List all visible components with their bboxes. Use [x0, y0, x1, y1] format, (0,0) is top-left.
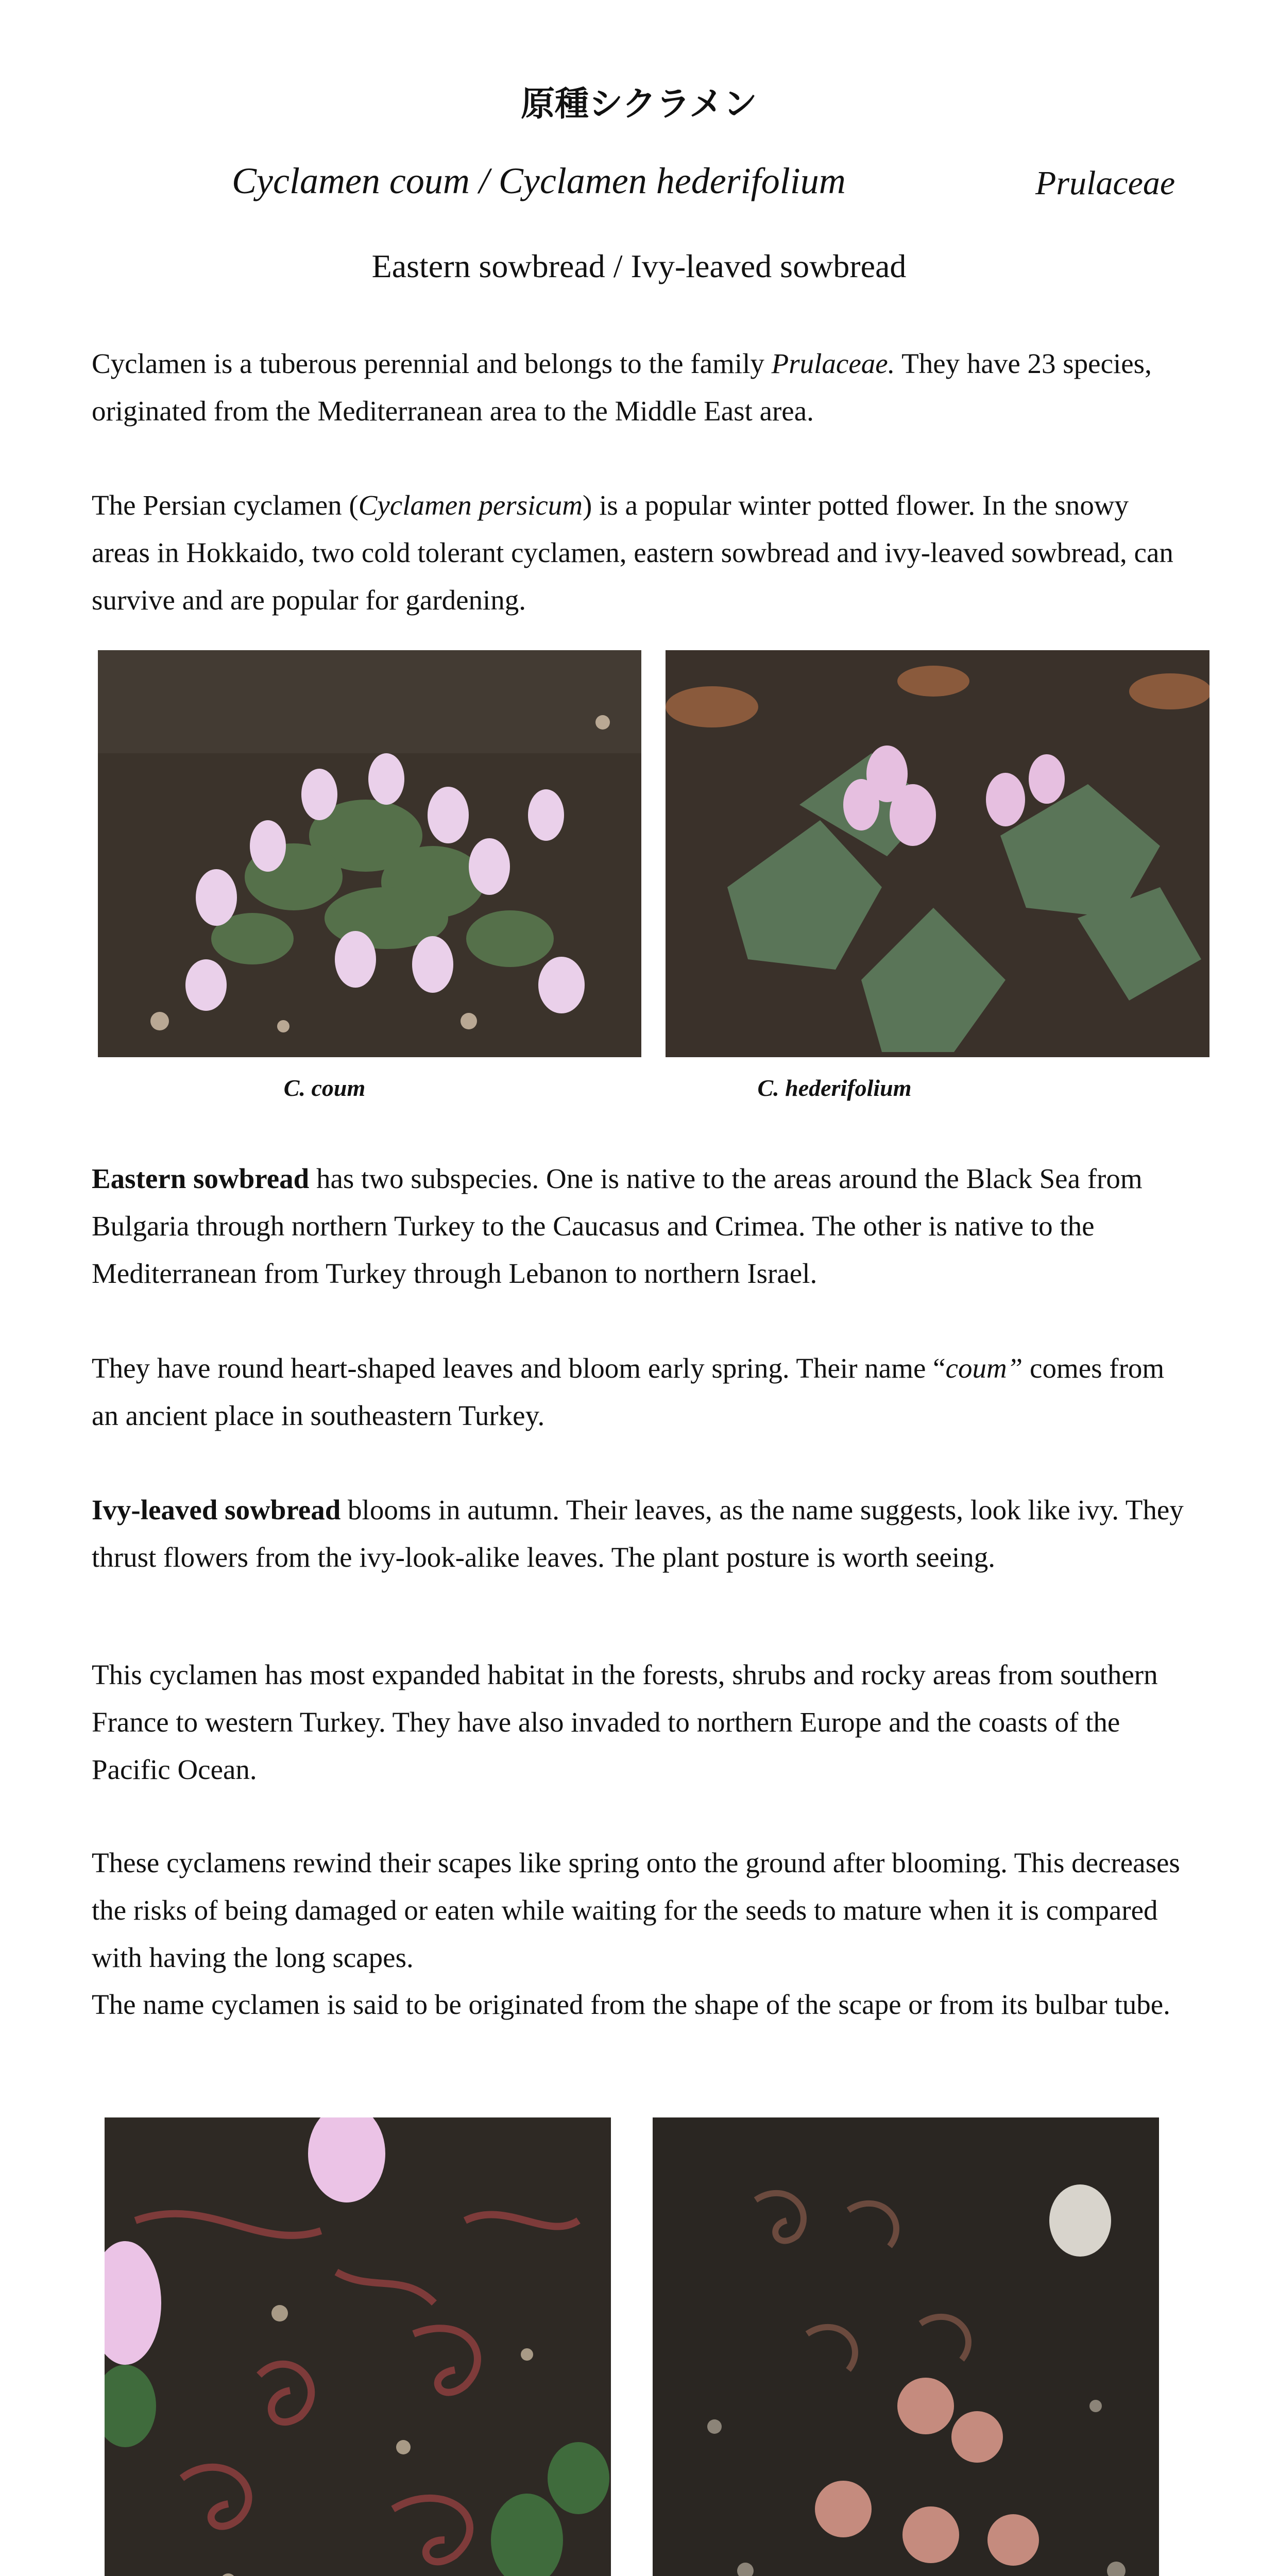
- hederifolium-paragraph-1: [92, 1486, 1189, 1581]
- page-title-japanese: 原種シクラメン: [521, 84, 757, 124]
- hederifolium-name-bold: Ivy-leaved sowbread: [92, 1494, 341, 1526]
- photo-cyclamen-hederifolium-image: [666, 650, 1209, 1057]
- photo-matured-fruits-image: [653, 2117, 1159, 2576]
- photo-rewinding-scapes-image: [105, 2117, 611, 2576]
- photo-rewinding-scapes: [105, 2117, 611, 2576]
- scapes-paragraph-2: The name cyclamen is said to be originated from the shape of the scape or from its bulbar tube.: [92, 1989, 1170, 2020]
- coum-paragraph-1: [92, 1155, 1189, 1297]
- photo-cyclamen-coum: [98, 650, 641, 1057]
- coum-name-bold: Eastern sowbread: [92, 1163, 310, 1194]
- intro-paragraph-1: [92, 340, 1189, 435]
- species-italic: Cyclamen persicum: [358, 489, 583, 521]
- hederifolium-text: blooms in autumn. Their leaves, as the name suggests, look like ivy. They thrust flowers from the ivy-look-alike leaves. The plant posture is worth seeing.: [92, 1494, 1184, 1573]
- family-name: Prulaceae: [1035, 164, 1175, 202]
- photo-cyclamen-hederifolium: [666, 650, 1209, 1057]
- photo-matured-fruits: [653, 2117, 1159, 2576]
- page-title-latin: Cyclamen coum / Cyclamen hederifolium: [232, 160, 846, 201]
- coum-text: They have round heart-shaped leaves and bloom early spring. Their name “: [92, 1352, 946, 1384]
- intro-paragraph-2: [92, 482, 1189, 624]
- coum-text: has two subspecies. One is native to the areas around the Black Sea from Bulgaria through northern Turkey to the Caucasus and Crimea. The other is native to the Mediterranean from Turkey through Lebanon to northern Israel.: [92, 1163, 1143, 1289]
- caption-coum: C. coum: [283, 1075, 366, 1101]
- intro-text: Cyclamen is a tuberous perennial and belongs to the family: [92, 348, 772, 379]
- page-title-english: Eastern sowbread / Ivy-leaved sowbread: [371, 248, 907, 284]
- coum-italic: coum”: [945, 1352, 1023, 1384]
- family-italic: Prulaceae.: [771, 348, 895, 379]
- scapes-paragraph-1: These cyclamens rewind their scapes like spring onto the ground after blooming. This decreases the risks of being damaged or eaten while waiting for the seeds to mature when it is compared with having the long scapes.: [92, 1847, 1180, 1973]
- intro-text: The Persian cyclamen (: [92, 489, 359, 521]
- photo-cyclamen-coum-image: [98, 650, 641, 1057]
- coum-paragraph-2: [92, 1345, 1189, 1439]
- coum-text: comes from an ancient place in southeastern Turkey.: [92, 1352, 1165, 1431]
- intro-text: ) is a popular winter potted flower. In the snowy areas in Hokkaido, two cold tolerant cyclamen, eastern sowbread and ivy-leaved sowbread, can survive and are popular for gardening.: [92, 489, 1173, 616]
- hederifolium-paragraph-2: This cyclamen has most expanded habitat in the forests, shrubs and rocky areas from southern France to western Turkey. They have also invaded to northern Europe and the coasts of the Pacific Ocean.: [92, 1659, 1158, 1785]
- caption-hederifolium: C. hederifolium: [757, 1075, 912, 1101]
- intro-text: They have 23 species, originated from the Mediterranean area to the Middle East area.: [92, 348, 1152, 427]
